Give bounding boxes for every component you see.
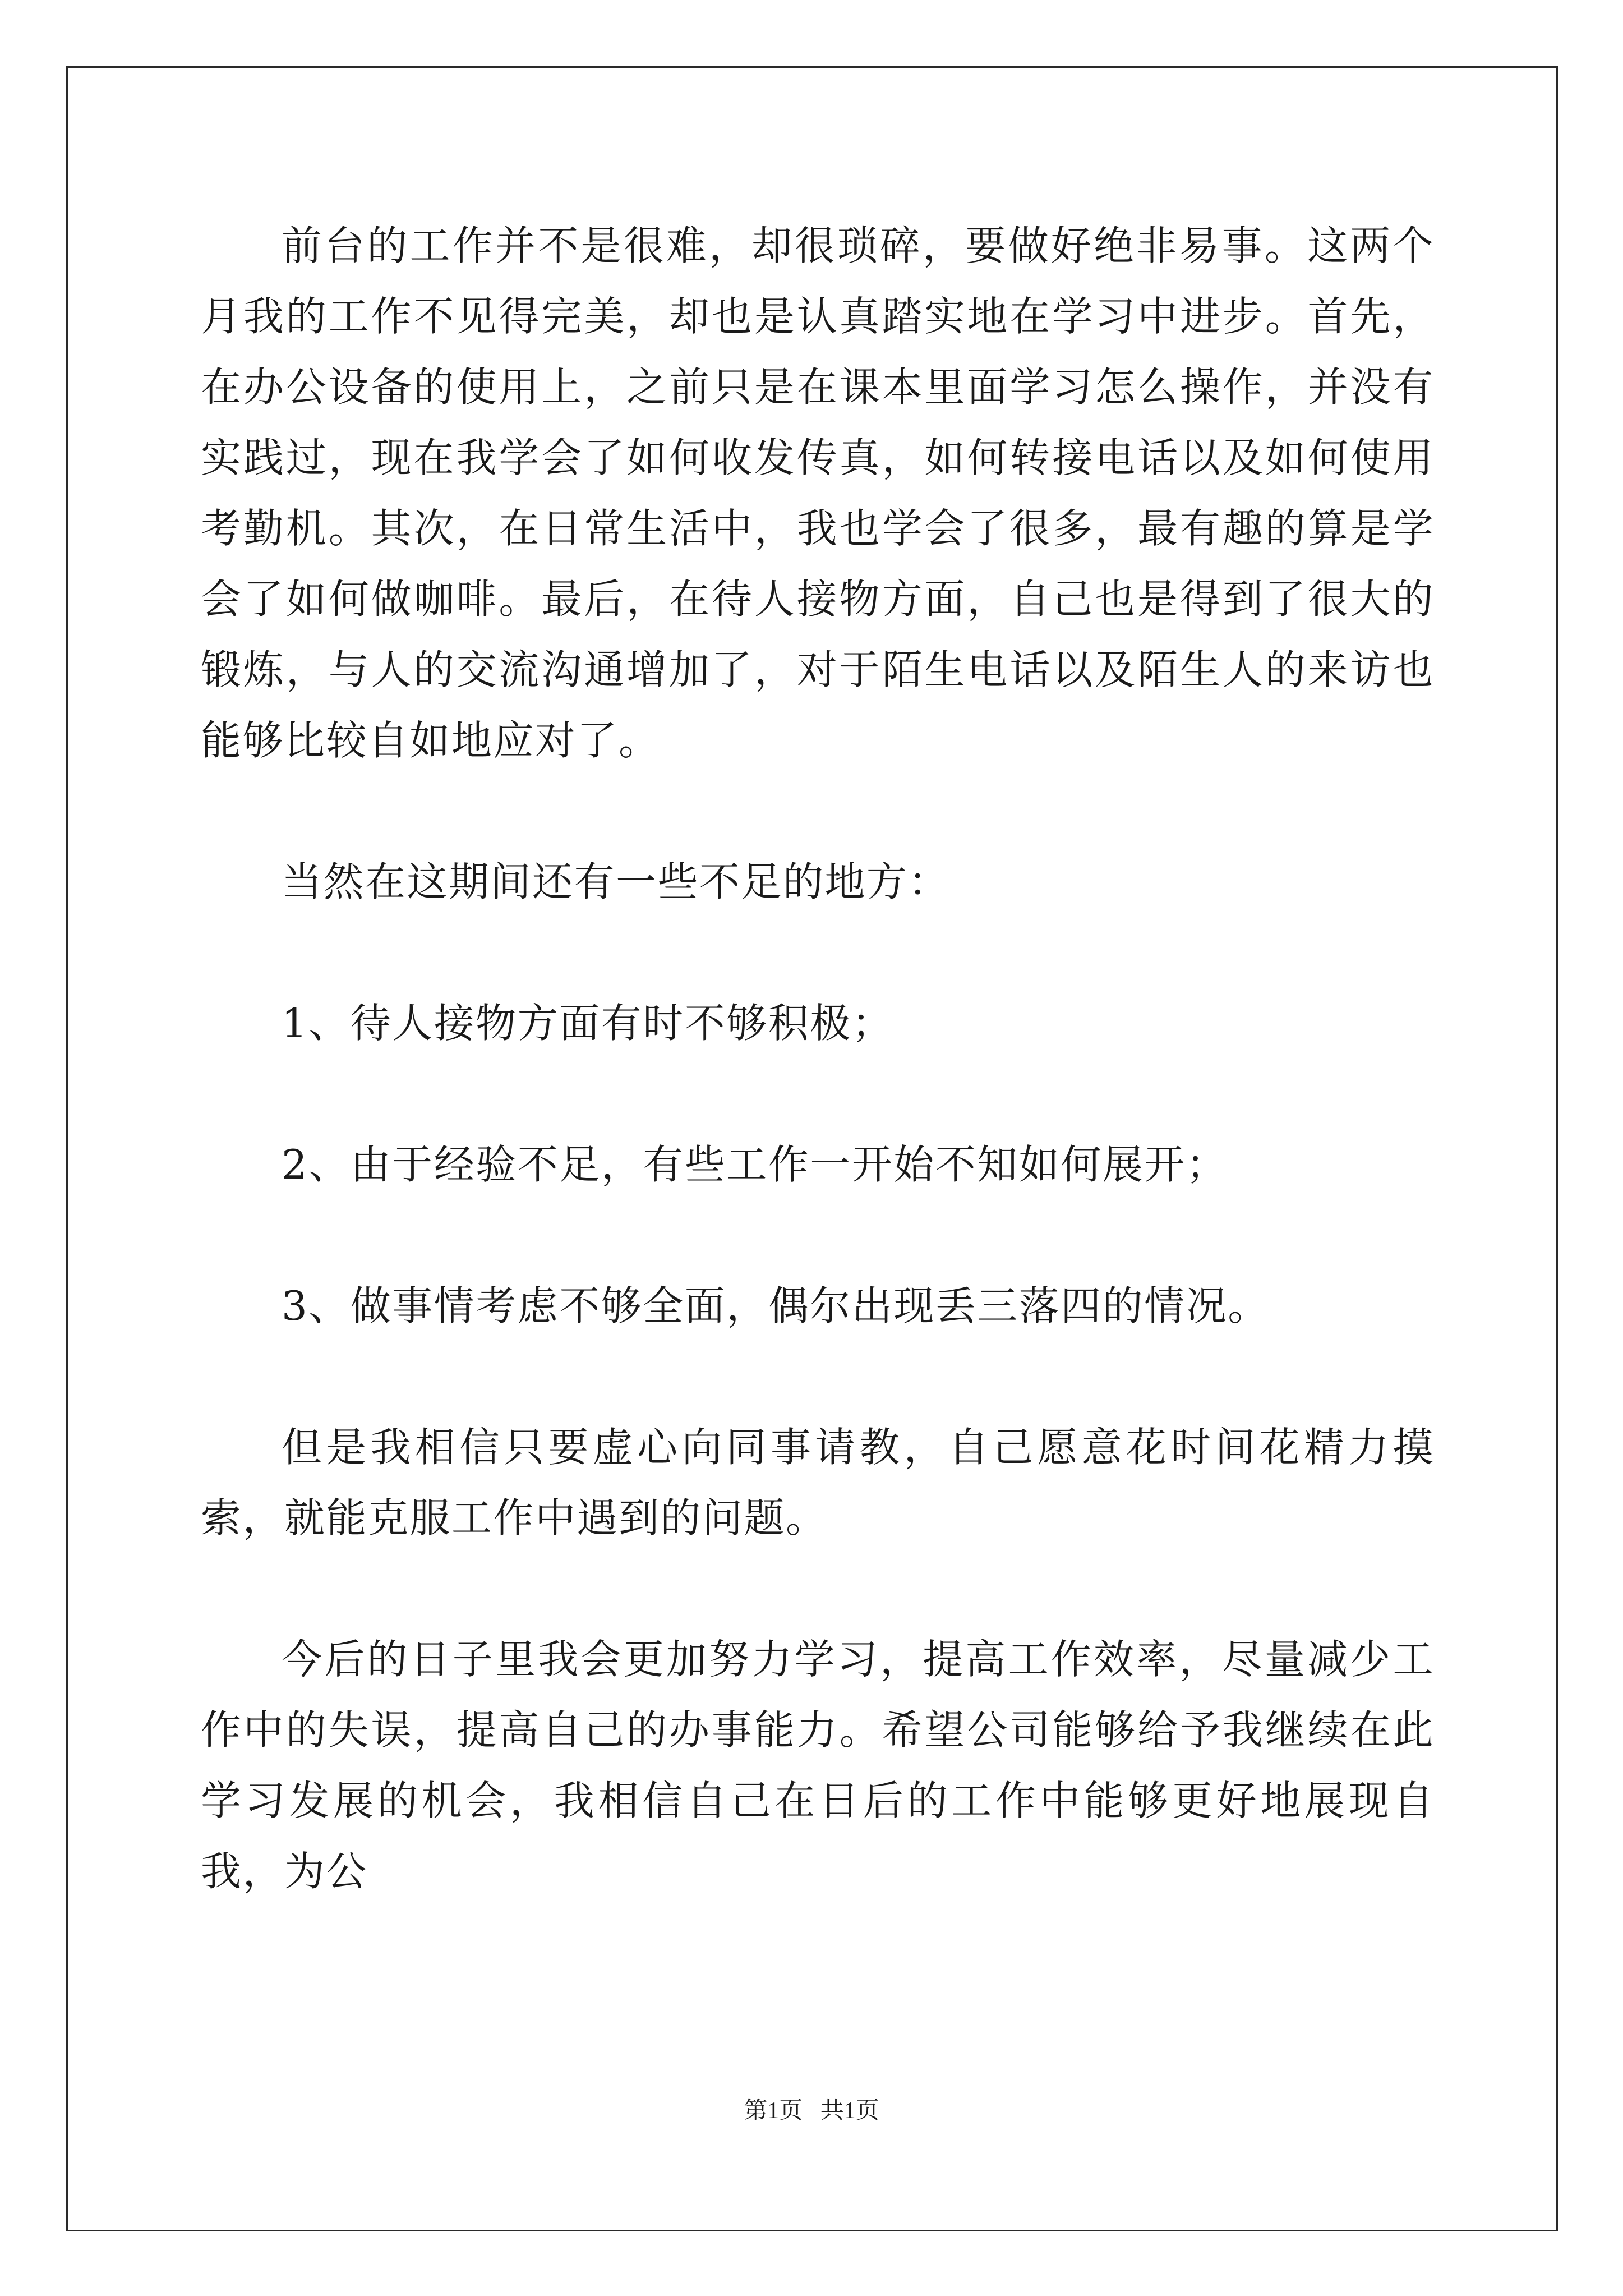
list-item: 3、做事情考虑不够全面，偶尔出现丢三落四的情况。	[282, 1282, 1270, 1329]
page-number: 第1页	[744, 2098, 803, 2124]
paragraph-gap	[201, 776, 1435, 846]
paragraph-gap	[201, 1341, 1435, 1412]
paragraph-shortcomings-intro: 当然在这期间还有一些不足的地方：	[282, 858, 951, 905]
list-item: 1、待人接物方面有时不够积极；	[282, 1000, 894, 1047]
paragraph-gap	[201, 1059, 1435, 1129]
paragraph-work-summary: 前台的工作并不是很难，却很琐碎，要做好绝非易事。这两个月我的工作不见得完美，却也是认真踏实地在学习中进步。首先，在办公设备的使用上，之前只是在课本里面学习怎么操作，并没有实践过，现在我学会了如何收发传真，如何转接电话以及如何使用考勤机。其次，在日常生活中，我也学会了很多，最有趣的算是学会了如何做咖啡。最后，在待人接物方面，自己也是得到了很大的锻炼，与人的交流沟通增加了，对于陌生电话以及陌生人的来访也能够比较自如地应对了。	[201, 222, 1435, 764]
paragraph-gap	[201, 917, 1435, 988]
footer-spacer	[803, 2098, 820, 2124]
document-body	[201, 210, 1435, 1907]
paragraph-future-plan: 今后的日子里我会更加努力学习，提高工作效率，尽量减少工作中的失误，提高自己的办事能力。希望公司能够给予我继续在此学习发展的机会，我相信自己在日后的工作中能够更好地展现自我，为公	[201, 1636, 1435, 1895]
page-footer	[0, 2094, 1623, 2128]
page-total: 共1页	[820, 2098, 879, 2124]
paragraph-confidence: 但是我相信只要虚心向同事请教，自己愿意花时间花精力摸索，就能克服工作中遇到的问题。	[201, 1424, 1435, 1542]
list-item: 2、由于经验不足，有些工作一开始不知如何展开；	[282, 1141, 1228, 1188]
paragraph-gap	[201, 1553, 1435, 1624]
paragraph-gap	[201, 1200, 1435, 1271]
